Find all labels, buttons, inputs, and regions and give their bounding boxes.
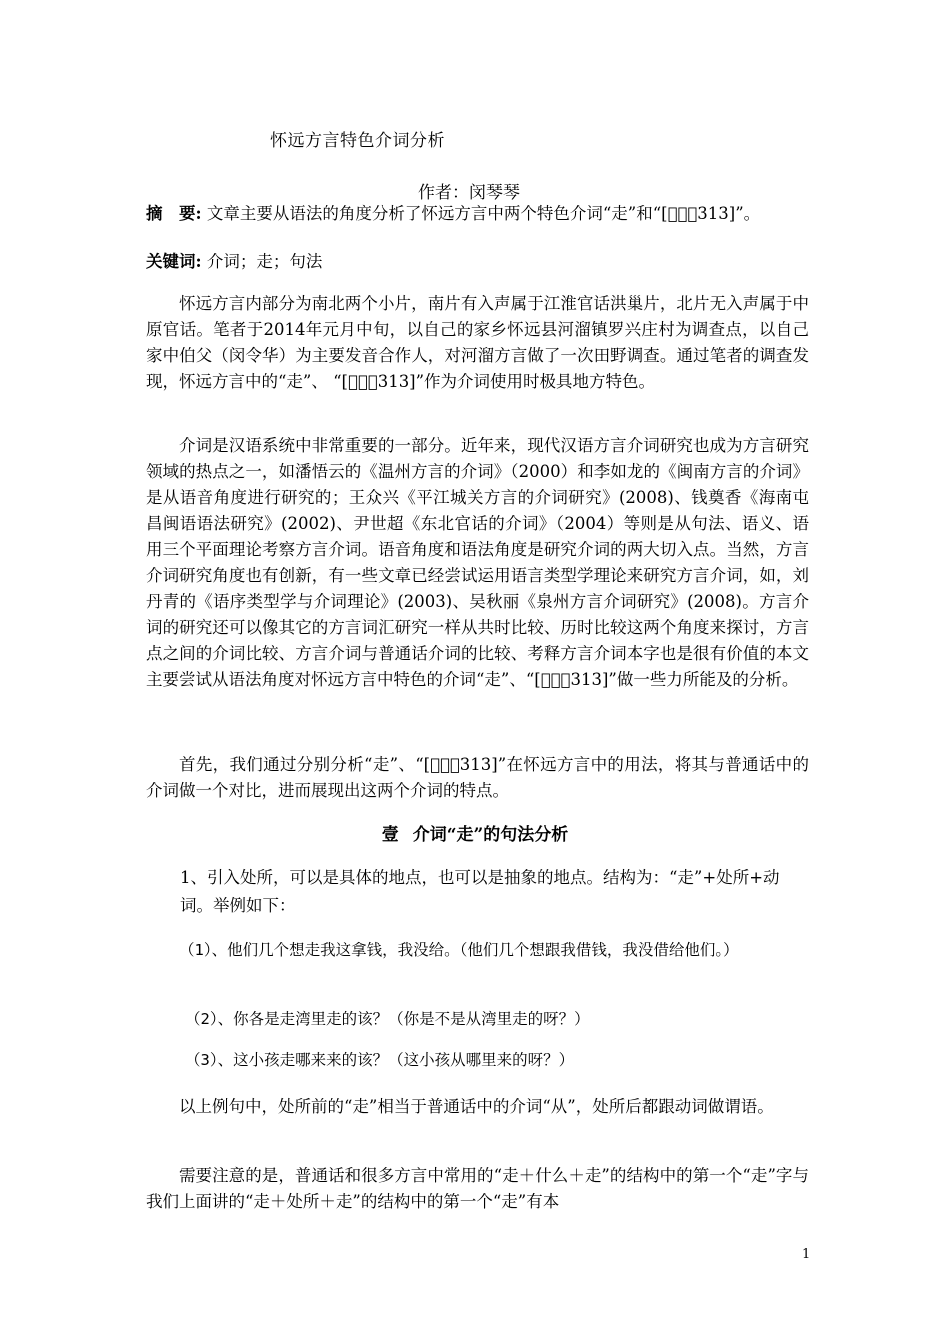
paragraph-intro: 怀远方言内部分为南北两个小片，南片有入声属于江淮官话洪巢片，北片无入声属于中原官话。笔者于2014年元月中旬，以自己的家乡怀远县河溜镇罗兴庄村为调查点，以自己家中伯父（闵令华）为主要发音合作人，对河溜方言做了一次田野调查。通过笔者的调查发现，怀远方言中的“走”、 “[   313]”作为介词使用时极具地方特色。 xyxy=(146,294,809,391)
keywords-text: 介词；走；句法 xyxy=(201,252,323,271)
paragraph-explanation: 以上例句中，处所前的“走”相当于普通话中的介词“从”，处所后都跟动词做谓语。 xyxy=(179,1097,774,1116)
abstract xyxy=(146,201,809,227)
abstract-text: 文章主要从语法的角度分析了怀远方言中两个特色介词“走”和“[   313]”。 xyxy=(201,204,761,223)
example-1: （1）、他们几个想走我这拿钱，我没给。（他们几个想跟我借钱，我没借给他们。） xyxy=(179,941,739,959)
keywords xyxy=(146,249,809,275)
paragraph-note: 需要注意的是，普通话和很多方言中常用的“走＋什么＋走”的结构中的第一个“走”字与我们上面讲的“走＋处所＋走”的结构中的第一个“走”有本 xyxy=(146,1166,809,1211)
author-line: 作者：闵琴琴 xyxy=(418,183,520,203)
paragraph-literature: 介词是汉语系统中非常重要的一部分。近年来，现代汉语方言介词研究也成为方言研究领域的热点之一，如潘悟云的《温州方言的介词》（2000）和李如龙的《闽南方言的介词》是从语音角度进行研究的；王众兴《平江城关方言的介词研究》(2008)、钱奠香《海南屯昌闽语语法研究》(2002)、尹世超《东北官话的介词》（2004）等则是从句法、语义、语用三个平面理论考察方言介词。语音角度和语法角度是研究介词的两大切入点。当然，方言介词研究角度也有创新，有一些文章已经尝试运用语言类型学理论来研究方言介词，如，刘丹青的《语序类型学与介词理论》(2003)、吴秋丽《泉州方言介词研究》(2008)。方言介词的研究还可以像其它的方言词汇研究一样从共时比较、历时比较这两个角度来探讨，方言点之间的介词比较、方言介词与普通话介词的比较、考释方言介词本字也是很有价值的本文主要尝试从语法角度对怀远方言中特色的介词“走”、“[   313]”做一些力所能及的分析。 xyxy=(146,436,809,689)
example-3: （3）、这小孩走哪来来的该？（这小孩从哪里来的呀？） xyxy=(185,1051,575,1069)
abstract-label: 摘 要: xyxy=(146,204,202,223)
example-2: （2）、你各是走湾里走的该？（你是不是从湾里走的呀？） xyxy=(185,1010,590,1028)
section-heading xyxy=(0,820,950,845)
section-title: 介词“走”的句法分析 xyxy=(412,825,569,845)
keywords-label: 关键词: xyxy=(146,252,202,271)
document-title: 怀远方言特色介词分析 xyxy=(270,131,445,151)
page-number: 1 xyxy=(802,1247,811,1262)
list-item-1: 1、引入处所，可以是具体的地点，也可以是抽象的地点。结构为：“走”+处所+动词。举例如下： xyxy=(180,868,780,915)
section-number: 壹 xyxy=(381,825,399,845)
paragraph-method: 首先，我们通过分别分析“走”、“[   313]”在怀远方言中的用法，将其与普通话中的介词做一个对比，进而展现出这两个介词的特点。 xyxy=(146,755,809,800)
